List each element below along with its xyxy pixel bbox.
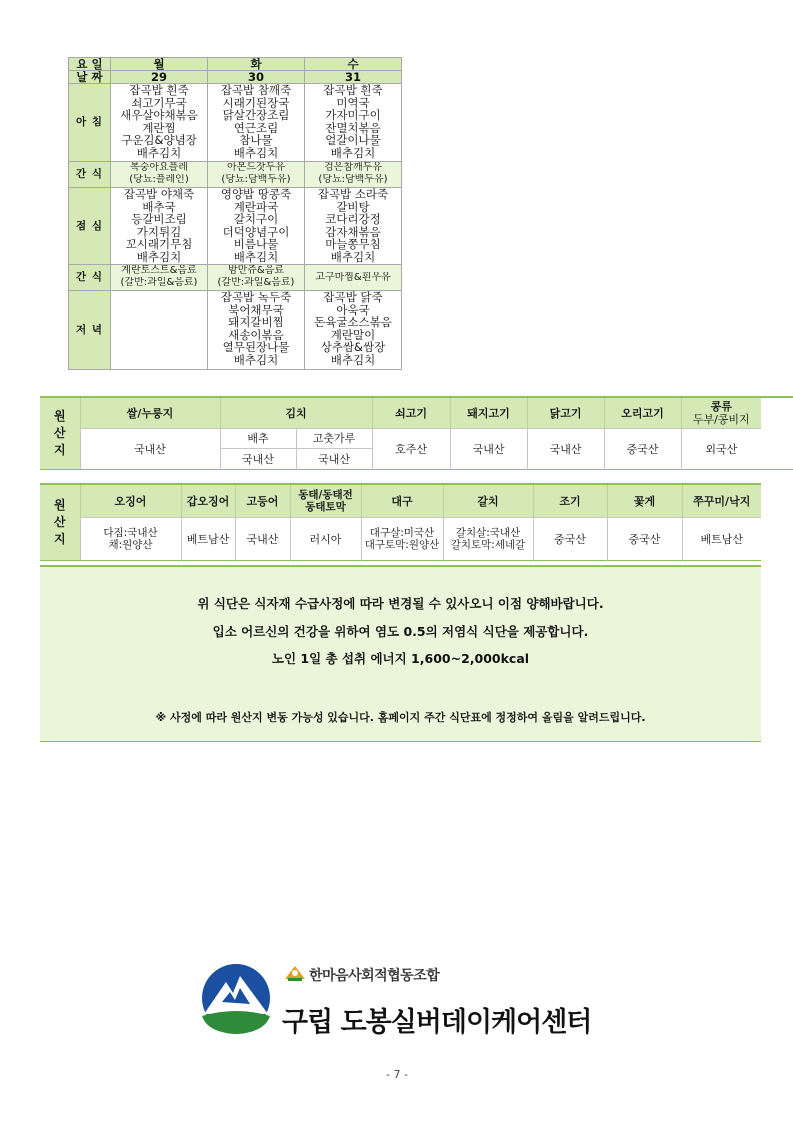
origin1-side-label: 원 산 지 xyxy=(40,397,80,469)
menu-item: 갈치구이 xyxy=(233,213,279,226)
beef-header: 쇠고기 xyxy=(372,397,450,428)
menu-item: 미역국 xyxy=(336,96,370,110)
coop-name: 한마음사회적협동조합 xyxy=(309,968,440,984)
menu-item: 연근조림 xyxy=(233,121,279,135)
dinner-row xyxy=(69,291,402,370)
menu-item: 돼지갈비찜 xyxy=(228,316,284,329)
menu-item: 밤만쥬&음료 xyxy=(227,265,285,276)
menu-item: 닭살간장조림 xyxy=(222,109,290,122)
menu-item: 상추쌈&쌈장 xyxy=(320,341,386,354)
menu-item: 더덕양념구이 xyxy=(222,225,290,239)
origin2-side-label: 원 산 지 xyxy=(40,484,80,560)
mackerel-header: 고등어 xyxy=(235,484,290,517)
menu-item: 배추김치 xyxy=(233,250,279,264)
origin-table-seafood xyxy=(40,483,761,561)
day-mon: 월 xyxy=(111,58,208,71)
kimchi-sub-cabbage: 배추 xyxy=(220,428,296,448)
snack2-mon xyxy=(111,265,208,291)
menu-item: 열무된장나물 xyxy=(222,341,290,354)
origin-table-meat xyxy=(40,396,793,470)
snack2-label: 간 식 xyxy=(69,265,111,291)
menu-item: 꼬시래기무침 xyxy=(125,238,193,251)
menu-item: 가지튀김 xyxy=(136,225,182,239)
menu-item: (당뇨:담백두유) xyxy=(221,174,291,185)
notice-line-3: 노인 1일 총 섭취 에너지 1,600~2,000kcal xyxy=(271,651,530,666)
rice-value: 국내산 xyxy=(80,428,220,469)
cuttlefish-header: 갑오징어 xyxy=(181,484,235,517)
breakfast-wed xyxy=(305,84,402,162)
snack1-label: 간 식 xyxy=(69,162,111,188)
menu-item: 쇠고기무국 xyxy=(131,96,187,110)
menu-item: (당뇨:담백두유) xyxy=(318,174,388,185)
menu-item: 검은참깨두유 xyxy=(324,162,382,173)
croaker-value: 중국산 xyxy=(533,517,607,560)
day-row xyxy=(69,58,402,71)
page-number: - 7 - xyxy=(386,1068,408,1081)
snack1-tue xyxy=(208,162,305,188)
menu-item: 잡곡밥 흰죽 xyxy=(323,84,383,97)
date-mon: 29 xyxy=(111,71,208,84)
menu-item: 배추김치 xyxy=(233,353,279,367)
menu-item: 얼갈이나물 xyxy=(325,134,381,147)
snack1-row xyxy=(69,162,402,188)
menu-item: 아욱국 xyxy=(336,303,370,317)
menu-item: (갈반:과일&음료) xyxy=(217,277,295,288)
menu-item: 시래기된장국 xyxy=(222,96,290,110)
menu-item: 잡곡밥 흰죽 xyxy=(129,84,189,97)
menu-item: 배추김치 xyxy=(136,250,182,264)
menu-item: 갈비탕 xyxy=(336,200,370,214)
menu-item: 마늘쫑무침 xyxy=(325,238,381,251)
bean-header xyxy=(681,397,761,428)
hairtail-value: 갈치살:국내산 갈치토막:세네갈 xyxy=(443,517,533,560)
menu-item: 가자미구이 xyxy=(325,109,381,122)
chicken-header: 닭고기 xyxy=(527,397,604,428)
duck-header: 오리고기 xyxy=(604,397,681,428)
snack2-row xyxy=(69,265,402,291)
origin1-header-row xyxy=(40,397,793,428)
notice-line-2: 입소 어르신의 건강을 위하여 염도 0.5의 저염식 식단을 제공합니다. xyxy=(212,624,589,639)
kimchi-cabbage-value: 국내산 xyxy=(220,448,296,469)
date-label: 날 짜 xyxy=(69,71,111,84)
squid-value: 다짐:국내산 채:원양산 xyxy=(80,517,181,560)
dinner-mon xyxy=(111,291,208,370)
hairtail-header: 갈치 xyxy=(443,484,533,517)
cod-header: 대구 xyxy=(361,484,443,517)
snack1-mon xyxy=(111,162,208,188)
center-logo xyxy=(200,962,272,1034)
origin1-sub-row xyxy=(40,428,793,448)
date-wed: 31 xyxy=(305,71,402,84)
date-tue: 30 xyxy=(208,71,305,84)
menu-item: 아몬드잣두유 xyxy=(227,162,285,173)
cuttlefish-value: 베트남산 xyxy=(181,517,235,560)
breakfast-tue xyxy=(208,84,305,162)
pollack-value: 러시아 xyxy=(290,517,361,560)
menu-item: 코다리강정 xyxy=(325,213,381,226)
date-row xyxy=(69,71,402,84)
bean-header-sub: 두부/콩비지 xyxy=(692,412,750,426)
menu-item: 새송이볶음 xyxy=(228,328,284,342)
menu-item: 고구마찜&흰우유 xyxy=(315,271,391,283)
squid-header: 오징어 xyxy=(80,484,181,517)
kimchi-header: 김치 xyxy=(220,397,372,428)
menu-item: 잡곡밥 닭죽 xyxy=(323,291,383,304)
menu-item: 배추김치 xyxy=(233,146,279,160)
menu-item: 등갈비조림 xyxy=(131,213,187,226)
beef-value: 호주산 xyxy=(372,428,450,469)
lunch-tue xyxy=(208,188,305,265)
crab-value: 중국산 xyxy=(607,517,682,560)
menu-item: 배추김치 xyxy=(330,146,376,160)
lunch-label: 점 심 xyxy=(69,188,111,265)
snack1-wed xyxy=(305,162,402,188)
kimchi-sub-pepper: 고춧가루 xyxy=(296,428,372,448)
menu-item: 계란파국 xyxy=(233,200,279,214)
day-label: 요 일 xyxy=(69,58,111,71)
pollack-header: 동태/동태전 동태토막 xyxy=(290,484,361,517)
dinner-tue xyxy=(208,291,305,370)
menu-item: 잡곡밥 소라죽 xyxy=(317,188,389,201)
day-wed: 수 xyxy=(305,58,402,71)
menu-item: 새우살야채볶음 xyxy=(120,109,198,122)
menu-item: 잔멸치볶음 xyxy=(325,121,381,135)
pork-value: 국내산 xyxy=(450,428,527,469)
menu-item: 계란말이 xyxy=(330,328,376,342)
rice-header: 쌀/누룽지 xyxy=(80,397,220,428)
menu-item: 감자채볶음 xyxy=(325,225,381,239)
origin2-header-row xyxy=(40,484,761,517)
notice-box xyxy=(40,565,761,742)
menu-item: (당뇨:플레인) xyxy=(129,174,189,185)
menu-item: 구운김&양념장 xyxy=(121,134,197,147)
breakfast-label: 아 침 xyxy=(69,84,111,162)
breakfast-mon xyxy=(111,84,208,162)
menu-item: 영양밥 땅콩죽 xyxy=(220,188,292,201)
menu-item: 잡곡밥 참깨죽 xyxy=(220,84,292,97)
menu-item: 배추김치 xyxy=(330,353,376,367)
duck-value: 중국산 xyxy=(604,428,681,469)
menu-item: 계란찜 xyxy=(142,121,176,135)
origin2-value-row xyxy=(40,517,761,560)
menu-item: 배추김치 xyxy=(136,146,182,160)
menu-item: 계란토스트&음료 xyxy=(121,265,197,276)
bean-header-main: 콩류 xyxy=(710,399,732,413)
menu-item: 배추김치 xyxy=(330,250,376,264)
dinner-label: 저 녁 xyxy=(69,291,111,370)
lunch-mon xyxy=(111,188,208,265)
coop-emblem-icon xyxy=(283,963,307,983)
bean-value: 외국산 xyxy=(681,428,761,469)
day-tue: 화 xyxy=(208,58,305,71)
menu-item: 복숭아요플레 xyxy=(130,162,188,173)
snack2-wed xyxy=(305,265,402,291)
menu-item: (갈반:과일&음료) xyxy=(120,277,198,288)
mountain-logo-icon xyxy=(200,962,272,1034)
octopus-value: 베트남산 xyxy=(682,517,761,560)
crab-header: 꽃게 xyxy=(607,484,682,517)
lunch-wed xyxy=(305,188,402,265)
octopus-header: 쭈꾸미/낙지 xyxy=(682,484,761,517)
breakfast-row xyxy=(69,84,402,162)
croaker-header: 조기 xyxy=(533,484,607,517)
notice-line-4: ※ 사정에 따라 원산지 변동 가능성 있습니다. 홈페이지 주간 식단표에 정정하여 올림을 알려드립니다. xyxy=(155,711,646,724)
cod-value: 대구살:미국산 대구토막:원양산 xyxy=(361,517,443,560)
menu-item: 참나물 xyxy=(239,134,273,147)
weekly-menu-table xyxy=(68,57,402,370)
center-name: 구립 도봉실버데이케어센터 xyxy=(282,1007,592,1038)
lunch-row xyxy=(69,188,402,265)
dinner-wed xyxy=(305,291,402,370)
menu-item: 잡곡밥 야채죽 xyxy=(123,188,195,201)
menu-item: 비름나물 xyxy=(233,238,279,251)
notice-line-1: 위 식단은 식자재 수급사정에 따라 변경될 수 있사오니 이점 양해바랍니다. xyxy=(197,596,604,611)
menu-item: 북어채무국 xyxy=(228,303,284,317)
mackerel-value: 국내산 xyxy=(235,517,290,560)
snack2-tue xyxy=(208,265,305,291)
kimchi-pepper-value: 국내산 xyxy=(296,448,372,469)
menu-item: 배추국 xyxy=(142,200,176,214)
pork-header: 돼지고기 xyxy=(450,397,527,428)
chicken-value: 국내산 xyxy=(527,428,604,469)
menu-item: 돈육굴소스볶음 xyxy=(314,316,392,329)
menu-item: 잡곡밥 녹두죽 xyxy=(220,291,292,304)
